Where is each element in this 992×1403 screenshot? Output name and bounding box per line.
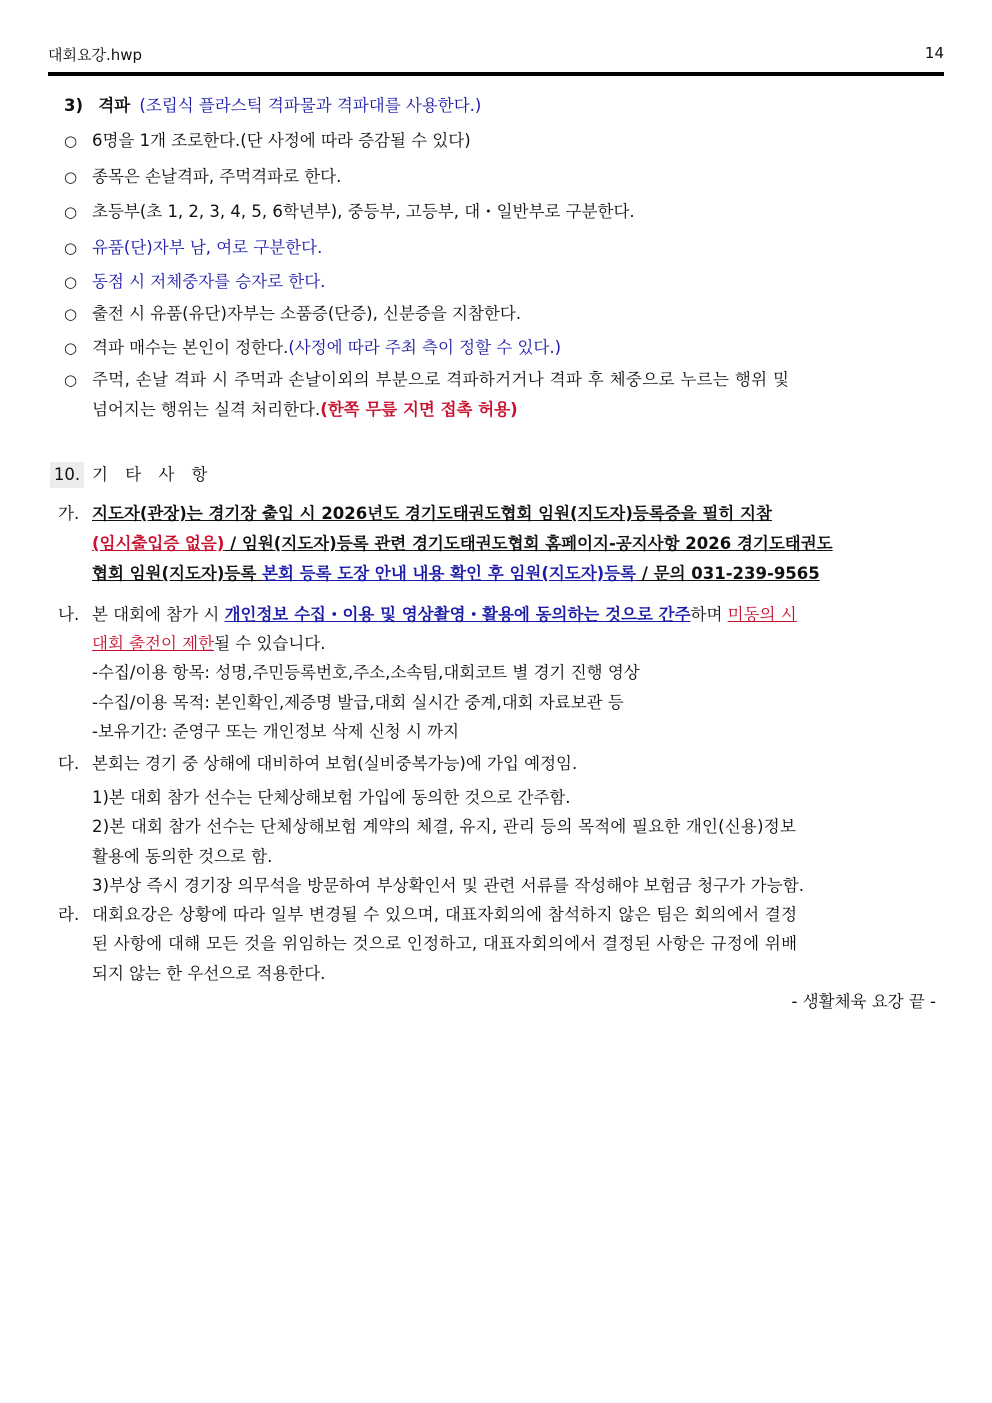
item-na-mark: 나. xyxy=(58,605,80,624)
item-na-line-2 xyxy=(92,632,325,656)
bullet-icon: ○ xyxy=(64,339,78,357)
list-item-text: 유품(단)자부 남, 여로 구분한다. xyxy=(92,238,323,257)
bullet-icon: ○ xyxy=(64,273,78,291)
bullet-icon: ○ xyxy=(64,371,78,389)
item-ra-line-1: 대회요강은 상황에 따라 일부 변경될 수 있으며, 대표자회의에 참석하지 않은 팀은 회의에서 결정 xyxy=(92,905,798,924)
section-3-number: 3) xyxy=(64,96,84,115)
item-na-text: 하며 xyxy=(690,605,728,624)
item-ra-line-2: 된 사항에 대해 모든 것을 위임하는 것으로 인정하고, 대표자회의에서 결정된 사항은 규정에 위배 xyxy=(92,934,798,953)
item-na-sub-2: -수집/이용 목적: 본인확인,제증명 발급,대회 실시간 중계,대회 자료보관 등 xyxy=(92,693,624,712)
item-da-sub-1: 1)본 대회 참가 선수는 단체상해보험 가입에 동의한 것으로 간주함. xyxy=(92,788,571,807)
list-item-text-main: 넘어지는 행위는 실격 처리한다. xyxy=(92,400,321,419)
bullet-icon: ○ xyxy=(64,132,78,150)
list-item-text: 종목은 손날격파, 주먹격파로 한다. xyxy=(92,167,342,186)
consent-notice: 개인정보 수집・이용 및 영상촬영・활용에 동의하는 것으로 간주 xyxy=(224,605,691,624)
item-ga-line-1: 지도자(관장)는 경기장 출입 시 2026년도 경기도태권도협회 임원(지도자)등록증을 필히 지참 xyxy=(92,504,772,523)
item-da-sub-2-cont: 활용에 동의한 것으로 함. xyxy=(92,847,273,866)
item-ga-line-2-text: / 임원(지도자)등록 관련 경기도태권도협회 홈페이지-공지사항 2026 경기도태권도 xyxy=(224,534,833,553)
item-ra-mark: 라. xyxy=(58,905,80,924)
list-item-continuation xyxy=(92,398,518,422)
file-name: 대회요강.hwp xyxy=(48,46,143,64)
item-ga-line-3 xyxy=(92,562,820,586)
participation-restricted-note: 대회 출전이 제한 xyxy=(92,634,215,653)
item-da-sub-2: 2)본 대회 참가 선수는 단체상해보험 계약의 체결, 유지, 관리 등의 목적에 필요한 개인(신용)정보 xyxy=(92,817,796,836)
item-na-sub-1: -수집/이용 항목: 성명,주민등록번호,주소,소속팀,대회코트 별 경기 진행 영상 xyxy=(92,663,640,682)
item-na-line-1 xyxy=(92,603,797,627)
list-item-text-note: (사정에 따라 주최 측이 정할 수 있다.) xyxy=(288,338,562,357)
list-item-text: 주먹, 손날 격파 시 주먹과 손날이외의 부분으로 격파하거거나 격파 후 체중으로 누르는 행위 및 xyxy=(92,370,790,389)
item-ga-line-2 xyxy=(92,532,833,556)
item-na-text: 본 대회에 참가 시 xyxy=(92,605,225,624)
bullet-icon: ○ xyxy=(64,168,78,186)
list-item-text-main: 격파 매수는 본인이 정한다. xyxy=(92,338,289,357)
item-da-sub-3: 3)부상 즉시 경기장 의무석을 방문하여 부상확인서 및 관련 서류를 작성해야 보험금 청구가 가능함. xyxy=(92,876,805,895)
item-ra-line-3: 되지 않는 한 우선으로 적용한다. xyxy=(92,964,326,983)
item-da-mark: 다. xyxy=(58,754,80,773)
bullet-icon: ○ xyxy=(64,239,78,257)
end-note: - 생활체육 요강 끝 - xyxy=(791,992,936,1011)
list-item-text: 동점 시 저체중자를 승자로 한다. xyxy=(92,272,326,291)
section-10-number: 10. xyxy=(50,462,84,488)
item-ga-line-3-text: 협회 임원(지도자)등록 xyxy=(92,564,263,583)
item-ga-mark: 가. xyxy=(58,504,80,523)
bullet-icon: ○ xyxy=(64,203,78,221)
contact-number: / 문의 031-239-9565 xyxy=(636,564,820,583)
bullet-icon: ○ xyxy=(64,305,78,323)
section-3-title: 격파 xyxy=(98,96,131,115)
section-10-title: 기 타 사 항 xyxy=(92,465,214,484)
list-item-text-note: (한쪽 무릎 지면 접촉 허용) xyxy=(320,400,518,419)
list-item-text: 출전 시 유품(유단)자부는 소품증(단증), 신분증을 지참한다. xyxy=(92,304,522,323)
section-3-heading xyxy=(64,94,481,118)
registration-guide-note: 본회 등록 도장 안내 내용 확인 후 임원(지도자)등록 xyxy=(262,564,637,583)
item-da-line-1: 본회는 경기 중 상해에 대비하여 보험(실비중복가능)에 가입 예정임. xyxy=(92,754,578,773)
section-3-note: (조립식 플라스틱 격파물과 격파대를 사용한다.) xyxy=(139,96,482,115)
list-item-text: 초등부(초 1, 2, 3, 4, 5, 6학년부), 중등부, 고등부, 대・일반부로 구분한다. xyxy=(92,202,635,221)
item-na-sub-3: -보유기간: 준영구 또는 개인정보 삭제 신청 시 까지 xyxy=(92,722,460,741)
page-header xyxy=(48,44,944,76)
page-number: 14 xyxy=(924,44,944,62)
item-na-text: 될 수 있습니다. xyxy=(214,634,326,653)
temp-pass-note: (임시출입증 없음) xyxy=(92,534,225,553)
non-consent-note: 미동의 시 xyxy=(727,605,797,624)
list-item-text xyxy=(92,336,561,360)
list-item-text: 6명을 1개 조로한다.(단 사정에 따라 증감될 수 있다) xyxy=(92,131,471,150)
